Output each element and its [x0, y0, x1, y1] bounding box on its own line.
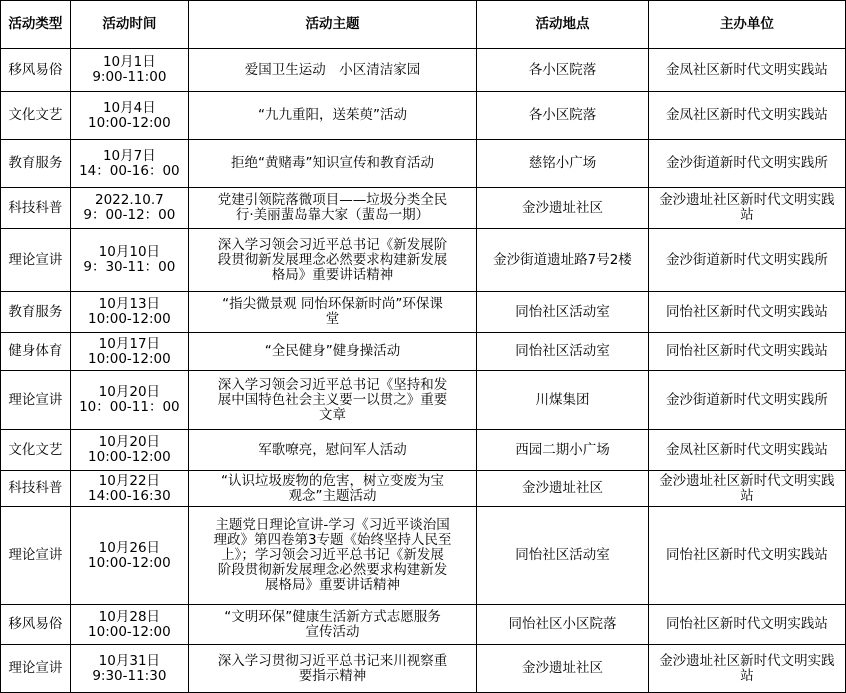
- cell-org: [648, 645, 845, 693]
- cell-time-line: 10：00-11：00: [79, 399, 180, 415]
- header-topic: 活动主题: [188, 1, 476, 49]
- cell-topic-line: 展中国特色社会主义要一以贯之》重要: [217, 391, 448, 408]
- cell-org: [648, 229, 845, 292]
- table-row: [1, 507, 846, 605]
- cell-place-line: 各小区院落: [528, 107, 597, 123]
- cell-time-line: 10:00-12:00: [88, 114, 171, 131]
- table-row: [1, 292, 846, 333]
- header-place: 活动地点: [477, 1, 649, 49]
- cell-org: [648, 140, 845, 188]
- cell-topic-line: 上》；学习领会习近平总书记《新发展: [221, 547, 444, 563]
- cell-place-line: 慈铭小广场: [528, 155, 597, 171]
- table-row: [1, 140, 846, 188]
- cell-time: [70, 229, 188, 292]
- cell-org-line: 站: [740, 667, 754, 684]
- cell-org: [648, 430, 845, 471]
- cell-time-line: 10月22日: [98, 472, 161, 489]
- table-row: [1, 229, 846, 292]
- cell-org-line: 同怡社区新时代文明实践站: [665, 303, 828, 320]
- cell-type: 科技科普: [1, 471, 71, 507]
- cell-type: 理论宣讲: [1, 229, 71, 292]
- table-row: [1, 49, 846, 92]
- table-row: [1, 645, 846, 693]
- cell-place: [477, 430, 649, 471]
- cell-time: [70, 140, 188, 188]
- cell-topic-line: 阶段贯彻新发展理念必然要求构建新发: [217, 562, 448, 578]
- cell-time-line: 10月31日: [98, 652, 161, 669]
- cell-time-line: 10月26日: [98, 539, 161, 556]
- cell-time-line: 10月1日: [102, 54, 156, 70]
- cell-time-line: 10月28日: [98, 608, 161, 625]
- cell-time: [70, 188, 188, 229]
- cell-topic-line: 文章: [319, 406, 347, 423]
- cell-time-line: 10月20日: [98, 384, 161, 400]
- cell-place: [477, 49, 649, 92]
- cell-org-line: 金沙遗址社区新时代文明实践: [659, 192, 835, 208]
- cell-topic: [188, 605, 476, 645]
- cell-time: [70, 292, 188, 333]
- cell-topic-line: “九九重阳，送茱萸”活动: [258, 107, 408, 123]
- cell-org: [648, 292, 845, 333]
- cell-time: [70, 92, 188, 140]
- cell-time-line: 10:00-12:00: [88, 449, 171, 465]
- cell-org: [648, 371, 845, 430]
- cell-topic: [188, 140, 476, 188]
- cell-org-line: 站: [740, 207, 754, 223]
- cell-org-line: 金沙遗址社区新时代文明实践: [659, 652, 835, 669]
- cell-place-line: 金沙遗址社区: [521, 199, 603, 216]
- cell-place: [477, 471, 649, 507]
- cell-topic-line: 要指示精神: [298, 667, 367, 684]
- cell-time: [70, 507, 188, 605]
- cell-org: [648, 507, 845, 605]
- cell-topic: [188, 430, 476, 471]
- table-row: [1, 333, 846, 371]
- cell-topic: [188, 188, 476, 229]
- cell-time: [70, 605, 188, 645]
- cell-place-line: 金沙遗址社区: [521, 480, 603, 496]
- cell-time-line: 10月20日: [98, 434, 161, 450]
- cell-topic-line: 主题党日理论宣讲-学习《习近平谈治国: [215, 517, 450, 533]
- cell-place: [477, 605, 649, 645]
- cell-org: [648, 605, 845, 645]
- cell-topic-line: 深入学习贯彻习近平总书记来川视察重: [217, 652, 448, 669]
- cell-topic-line: 观念”主题活动: [288, 487, 377, 504]
- cell-topic-line: 段贯彻新发展理念必然要求构建新发展: [217, 251, 448, 268]
- cell-place-line: 各小区院落: [528, 61, 597, 78]
- cell-topic: [188, 229, 476, 292]
- cell-time-line: 9:30-11:30: [92, 667, 167, 684]
- cell-time-line: 9：00-12：00: [83, 207, 176, 223]
- cell-place-line: 金沙遗址社区: [521, 660, 603, 676]
- cell-time-line: 2022.10.7: [95, 192, 164, 208]
- cell-type: 理论宣讲: [1, 507, 71, 605]
- cell-time-line: 10月4日: [102, 99, 156, 116]
- table-row: [1, 188, 846, 229]
- cell-place-line: 同怡社区小区院落: [508, 616, 617, 632]
- cell-org: [648, 471, 845, 507]
- cell-time: [70, 333, 188, 371]
- cell-topic: [188, 292, 476, 333]
- cell-topic-line: “文明环保”健康生活新方式志愿服务: [224, 608, 441, 625]
- cell-place-line: 川煤集团: [535, 391, 590, 408]
- cell-topic: [188, 49, 476, 92]
- cell-type: 科技科普: [1, 188, 71, 229]
- cell-topic: [188, 92, 476, 140]
- cell-time: [70, 645, 188, 693]
- cell-topic-line: 深入学习领会习近平总书记《新发展阶: [217, 236, 448, 253]
- cell-org: [648, 49, 845, 92]
- cell-time: [70, 371, 188, 430]
- cell-time-line: 10月13日: [98, 296, 161, 312]
- cell-org-line: 站: [740, 487, 754, 504]
- cell-topic-line: 拒绝“黄赌毒”知识宣传和教育活动: [231, 155, 435, 171]
- cell-time-line: 10月17日: [98, 335, 161, 352]
- cell-time-line: 10:00-12:00: [88, 554, 171, 571]
- cell-time-line: 10月10日: [98, 244, 161, 260]
- cell-topic-line: “全民健身”健身操活动: [264, 343, 401, 359]
- cell-time-line: 9：30-11：00: [83, 259, 176, 275]
- cell-time: [70, 49, 188, 92]
- cell-place-line: 同怡社区活动室: [515, 343, 610, 359]
- cell-org-line: 金沙街道新时代文明实践所: [665, 155, 828, 171]
- cell-topic-line: 堂: [325, 311, 340, 327]
- cell-type: 教育服务: [1, 140, 71, 188]
- cell-org: [648, 333, 845, 371]
- cell-type: 健身体育: [1, 333, 71, 371]
- header-time: 活动时间: [70, 1, 188, 49]
- cell-org: [648, 92, 845, 140]
- cell-org-line: 金凤社区新时代文明实践站: [665, 441, 828, 458]
- cell-org-line: 同怡社区新时代文明实践站: [665, 343, 828, 359]
- cell-topic-line: 军歌嘹亮，慰问军人活动: [258, 441, 407, 458]
- cell-type: 教育服务: [1, 292, 71, 333]
- cell-type: 文化文艺: [1, 92, 71, 140]
- cell-org-line: 金沙街道新时代文明实践所: [665, 391, 828, 408]
- cell-topic-line: “认识垃圾废物的危害，树立变废为宝: [221, 472, 445, 489]
- cell-place-line: 同怡社区活动室: [515, 547, 610, 563]
- cell-topic: [188, 371, 476, 430]
- cell-type: 理论宣讲: [1, 371, 71, 430]
- cell-topic-line: 行·美丽蜚岛靠大家（蜚岛一期）: [235, 207, 430, 223]
- cell-place-line: 西园二期小广场: [515, 441, 610, 458]
- cell-org-line: 金凤社区新时代文明实践站: [665, 61, 828, 78]
- cell-org: [648, 188, 845, 229]
- header-row: [1, 1, 846, 49]
- cell-place: [477, 645, 649, 693]
- cell-type: 理论宣讲: [1, 645, 71, 693]
- cell-time: [70, 430, 188, 471]
- table-row: [1, 430, 846, 471]
- cell-org-line: 金凤社区新时代文明实践站: [665, 107, 828, 123]
- table-row: [1, 605, 846, 645]
- cell-time: [70, 471, 188, 507]
- cell-topic: [188, 471, 476, 507]
- cell-topic: [188, 333, 476, 371]
- cell-topic-line: 展格局》重要讲话精神: [265, 577, 401, 593]
- cell-place: [477, 507, 649, 605]
- header-type: 活动类型: [1, 1, 71, 49]
- cell-place: [477, 188, 649, 229]
- table-row: [1, 92, 846, 140]
- cell-time-line: 10:00-12:00: [88, 350, 171, 367]
- cell-place-line: 金沙街道遗址路7号2楼: [493, 251, 632, 268]
- cell-place: [477, 292, 649, 333]
- cell-topic-line: “指尖微景观 同怡环保新时尚”环保课: [222, 296, 443, 312]
- cell-place: [477, 229, 649, 292]
- cell-topic-line: 理政》第四卷第3专题《始终坚持人民至: [213, 532, 452, 548]
- cell-place: [477, 92, 649, 140]
- cell-topic-line: 格局》重要讲话精神: [271, 266, 394, 283]
- table-row: [1, 471, 846, 507]
- cell-org-line: 同怡社区新时代文明实践站: [665, 616, 828, 632]
- header-org: 主办单位: [648, 1, 845, 49]
- cell-place: [477, 333, 649, 371]
- cell-place-line: 同怡社区活动室: [515, 303, 610, 320]
- cell-topic-line: 党建引领院落微项目——垃圾分类全民: [217, 192, 448, 208]
- cell-time-line: 9:00-11:00: [92, 69, 167, 85]
- cell-time-line: 10:00-12:00: [88, 311, 171, 327]
- cell-org-line: 同怡社区新时代文明实践站: [665, 547, 828, 563]
- cell-org-line: 金沙遗址社区新时代文明实践: [659, 472, 835, 489]
- cell-time-line: 14：00-16：00: [79, 162, 180, 179]
- cell-place: [477, 140, 649, 188]
- cell-org-line: 金沙街道新时代文明实践所: [665, 251, 828, 268]
- cell-time-line: 14:00-16:30: [88, 487, 171, 504]
- cell-type: 移风易俗: [1, 605, 71, 645]
- cell-type: 移风易俗: [1, 49, 71, 92]
- cell-topic-line: 宣传活动: [305, 623, 360, 640]
- cell-type: 文化文艺: [1, 430, 71, 471]
- cell-topic: [188, 507, 476, 605]
- cell-time-line: 10月7日: [102, 147, 156, 164]
- cell-topic-line: 深入学习领会习近平总书记《坚持和发: [217, 376, 448, 393]
- table-row: [1, 371, 846, 430]
- cell-place: [477, 371, 649, 430]
- cell-topic: [188, 645, 476, 693]
- cell-time-line: 10:00-12:00: [88, 623, 171, 640]
- cell-topic-line: 爱国卫生运动 小区清洁家园: [244, 61, 421, 78]
